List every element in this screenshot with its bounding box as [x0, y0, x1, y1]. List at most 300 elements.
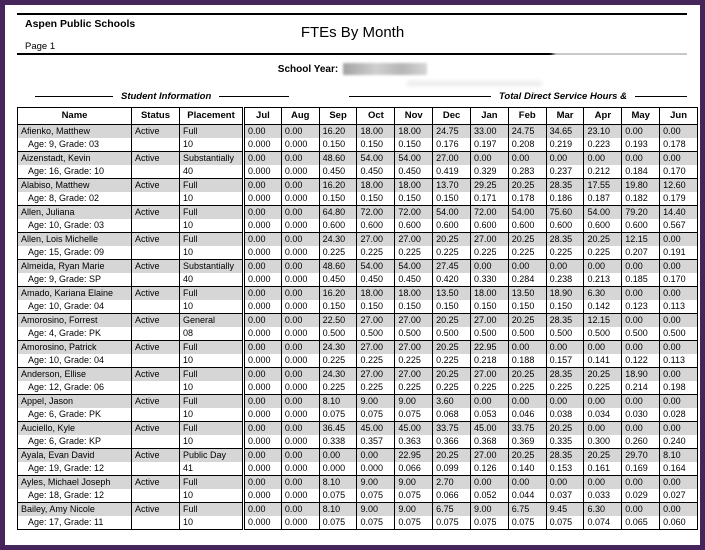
table-header-row: [18, 108, 698, 125]
month-value-cell: [546, 503, 584, 530]
student-placement-cell: [180, 314, 244, 341]
month-value-cell: [470, 449, 508, 476]
student-placement-cell-line2: 41: [180, 462, 242, 475]
month-value-cell: [395, 503, 433, 530]
month-value-cell-line2: 0.178: [660, 138, 697, 151]
month-value-cell-line1: 9.00: [395, 395, 432, 408]
month-value-cell: [584, 476, 622, 503]
month-value-cell-line1: 0.00: [547, 260, 584, 273]
month-value-cell: [319, 314, 357, 341]
month-value-cell-line1: 54.00: [509, 206, 546, 219]
student-status-cell: [132, 125, 180, 152]
month-value-cell-line1: 0.00: [282, 206, 319, 219]
month-value-cell: [281, 287, 319, 314]
student-placement-cell-line1: Full: [180, 206, 242, 219]
month-value-cell: [508, 476, 546, 503]
student-placement-cell: [180, 233, 244, 260]
month-value-cell-line1: 0.00: [660, 395, 697, 408]
section-hours-label: Total Direct Service Hours &: [498, 91, 627, 102]
column-header-jun: Jun: [660, 108, 698, 125]
report-page: [5, 5, 700, 545]
student-status-cell: [132, 233, 180, 260]
student-status-cell-line1: Active: [132, 260, 179, 273]
month-value-cell: [244, 233, 282, 260]
month-value-cell-line2: 0.212: [584, 165, 621, 178]
month-value-cell: [281, 206, 319, 233]
month-value-cell-line1: 12.60: [660, 179, 697, 192]
month-value-cell-line1: 9.00: [357, 476, 394, 489]
student-status-cell-line2: [132, 462, 179, 475]
month-value-cell-line2: 0.225: [357, 354, 394, 367]
month-value-cell-line1: 18.90: [622, 368, 659, 381]
month-value-cell-line2: 0.213: [584, 273, 621, 286]
month-value-cell-line1: 22.50: [320, 314, 357, 327]
month-value-cell-line2: 0.000: [282, 165, 319, 178]
month-value-cell: [395, 260, 433, 287]
student-name-cell: [18, 476, 132, 503]
month-value-cell-line1: 27.00: [395, 341, 432, 354]
month-value-cell-line2: 0.450: [320, 273, 357, 286]
month-value-cell-line1: 54.00: [584, 206, 621, 219]
month-value-cell-line2: 0.000: [245, 435, 281, 448]
month-value-cell: [584, 206, 622, 233]
month-value-cell: [319, 341, 357, 368]
month-value-cell-line1: 0.00: [547, 395, 584, 408]
month-value-cell: [395, 368, 433, 395]
month-value-cell-line1: 0.00: [622, 260, 659, 273]
month-value-cell-line1: 6.30: [584, 503, 621, 516]
month-value-cell-line2: 0.450: [395, 273, 432, 286]
month-value-cell-line1: 27.00: [357, 314, 394, 327]
month-value-cell-line2: 0.450: [320, 165, 357, 178]
month-value-cell-line2: 0.600: [509, 219, 546, 232]
month-value-cell: [622, 449, 660, 476]
month-value-cell: [281, 233, 319, 260]
month-value-cell-line1: 0.00: [660, 341, 697, 354]
month-value-cell-line2: 0.225: [584, 246, 621, 259]
month-value-cell: [433, 395, 471, 422]
month-value-cell-line1: 13.50: [433, 287, 470, 300]
month-value-cell-line1: 0.00: [660, 476, 697, 489]
month-value-cell-line2: 0.368: [471, 435, 508, 448]
month-value-cell-line1: 0.00: [245, 260, 281, 273]
month-value-cell: [660, 179, 698, 206]
month-value-cell: [508, 449, 546, 476]
month-value-cell: [281, 341, 319, 368]
month-value-cell-line1: 0.00: [622, 395, 659, 408]
month-value-cell-line1: 45.00: [471, 422, 508, 435]
month-value-cell: [357, 233, 395, 260]
month-value-cell: [357, 206, 395, 233]
month-value-cell-line1: 0.00: [282, 179, 319, 192]
school-year-label: School Year:: [277, 63, 339, 75]
month-value-cell-line1: 0.00: [245, 287, 281, 300]
month-value-cell: [433, 125, 471, 152]
month-value-cell-line2: 0.142: [584, 300, 621, 313]
month-value-cell-line1: 9.00: [395, 503, 432, 516]
student-name-cell-line2: Age: 6, Grade: PK: [18, 408, 131, 421]
month-value-cell: [546, 206, 584, 233]
month-value-cell: [395, 341, 433, 368]
column-header-dec: Dec: [433, 108, 471, 125]
month-value-cell-line1: 20.25: [509, 179, 546, 192]
student-status-cell-line1: Active: [132, 233, 179, 246]
month-value-cell-line2: 0.000: [245, 408, 281, 421]
student-status-cell-line1: Active: [132, 476, 179, 489]
month-value-cell-line2: 0.188: [509, 354, 546, 367]
month-value-cell: [470, 287, 508, 314]
month-value-cell: [508, 206, 546, 233]
column-header-placement: Placement: [180, 108, 244, 125]
student-name-cell-line1: Allen, Juliana: [18, 206, 131, 219]
month-value-cell: [395, 152, 433, 179]
month-value-cell: [433, 476, 471, 503]
month-value-cell-line2: 0.000: [245, 273, 281, 286]
student-status-cell: [132, 449, 180, 476]
month-value-cell: [546, 449, 584, 476]
month-value-cell-line2: 0.150: [320, 138, 357, 151]
month-value-cell-line1: 18.00: [357, 287, 394, 300]
month-value-cell-line1: 27.00: [395, 368, 432, 381]
month-value-cell-line2: 0.141: [584, 354, 621, 367]
month-value-cell-line2: 0.038: [547, 408, 584, 421]
month-value-cell-line1: 28.35: [547, 368, 584, 381]
month-value-cell-line1: 0.00: [660, 368, 697, 381]
student-name-cell-line2: Age: 9, Grade: SP: [18, 273, 131, 286]
month-value-cell-line1: 18.00: [357, 125, 394, 138]
month-value-cell: [244, 503, 282, 530]
month-value-cell-line1: 54.00: [357, 152, 394, 165]
month-value-cell: [395, 476, 433, 503]
month-value-cell-line1: 0.00: [622, 476, 659, 489]
student-status-cell-line1: Active: [132, 368, 179, 381]
month-value-cell-line2: 0.225: [395, 381, 432, 394]
month-value-cell-line1: 72.00: [471, 206, 508, 219]
month-value-cell: [357, 152, 395, 179]
month-value-cell-line1: 72.00: [395, 206, 432, 219]
month-value-cell-line1: 9.00: [357, 395, 394, 408]
student-name-cell-line1: Allen, Lois Michelle: [18, 233, 131, 246]
month-value-cell-line1: 0.00: [622, 314, 659, 327]
month-value-cell: [546, 314, 584, 341]
column-header-sep: Sep: [319, 108, 357, 125]
month-value-cell-line2: 0.260: [622, 435, 659, 448]
month-value-cell: [622, 206, 660, 233]
month-value-cell-line2: 0.225: [395, 246, 432, 259]
student-placement-cell-line2: 10: [180, 435, 242, 448]
month-value-cell: [433, 422, 471, 449]
student-status-cell-line1: Active: [132, 422, 179, 435]
student-placement-cell-line2: 10: [180, 408, 242, 421]
month-value-cell: [244, 287, 282, 314]
month-value-cell: [622, 287, 660, 314]
month-value-cell: [470, 125, 508, 152]
column-header-jan: Jan: [470, 108, 508, 125]
month-value-cell: [660, 503, 698, 530]
month-value-cell-line1: 0.00: [660, 125, 697, 138]
student-status-cell: [132, 476, 180, 503]
student-placement-cell-line2: 10: [180, 192, 242, 205]
month-value-cell-line2: 0.369: [509, 435, 546, 448]
month-value-cell-line1: 0.00: [660, 503, 697, 516]
student-row: [18, 179, 698, 206]
month-value-cell-line1: 0.00: [357, 449, 394, 462]
section-line: [219, 96, 289, 97]
month-value-cell-line2: 0.000: [245, 300, 281, 313]
month-value-cell-line2: 0.074: [584, 516, 621, 529]
month-value-cell-line2: 0.600: [547, 219, 584, 232]
month-value-cell-line1: 24.30: [320, 233, 357, 246]
student-placement-cell: [180, 125, 244, 152]
month-value-cell-line2: 0.000: [320, 462, 357, 475]
month-value-cell-line2: 0.000: [245, 246, 281, 259]
month-value-cell: [660, 206, 698, 233]
month-value-cell-line2: 0.225: [509, 381, 546, 394]
month-value-cell-line2: 0.075: [395, 408, 432, 421]
month-value-cell: [470, 260, 508, 287]
month-value-cell-line1: 12.15: [622, 233, 659, 246]
student-name-cell-line1: Appel, Jason: [18, 395, 131, 408]
column-header-feb: Feb: [508, 108, 546, 125]
month-value-cell: [584, 395, 622, 422]
student-name-cell-line2: Age: 19, Grade: 12: [18, 462, 131, 475]
month-value-cell-line2: 0.170: [660, 165, 697, 178]
student-name-cell: [18, 341, 132, 368]
month-value-cell-line2: 0.600: [622, 219, 659, 232]
month-value-cell-line1: 0.00: [509, 341, 546, 354]
month-value-cell-line2: 0.150: [395, 300, 432, 313]
month-value-cell-line2: 0.240: [660, 435, 697, 448]
month-value-cell-line2: 0.284: [509, 273, 546, 286]
school-year-row: [5, 63, 700, 75]
month-value-cell-line2: 0.157: [547, 354, 584, 367]
month-value-cell-line2: 0.225: [547, 246, 584, 259]
month-value-cell: [395, 206, 433, 233]
student-placement-cell-line1: Substantially: [180, 152, 242, 165]
month-value-cell-line2: 0.170: [660, 273, 697, 286]
month-value-cell-line1: 0.00: [622, 287, 659, 300]
column-header-nov: Nov: [395, 108, 433, 125]
student-placement-cell: [180, 476, 244, 503]
month-value-cell: [584, 341, 622, 368]
student-row: [18, 152, 698, 179]
month-value-cell: [584, 422, 622, 449]
month-value-cell-line1: 12.15: [584, 314, 621, 327]
student-status-cell-line1: Active: [132, 179, 179, 192]
student-status-cell-line2: [132, 273, 179, 286]
student-status-cell-line1: Active: [132, 287, 179, 300]
month-value-cell-line1: 33.00: [471, 125, 508, 138]
month-value-cell-line1: 20.25: [433, 341, 470, 354]
month-value-cell-line1: 28.35: [547, 233, 584, 246]
month-value-cell-line2: 0.000: [282, 381, 319, 394]
month-value-cell-line2: 0.075: [357, 408, 394, 421]
month-value-cell: [281, 395, 319, 422]
month-value-cell-line2: 0.065: [622, 516, 659, 529]
month-value-cell-line2: 0.000: [282, 138, 319, 151]
month-value-cell: [660, 233, 698, 260]
month-value-cell-line2: 0.027: [660, 489, 697, 502]
month-value-cell: [470, 476, 508, 503]
month-value-cell: [319, 476, 357, 503]
month-value-cell-line1: 0.00: [282, 260, 319, 273]
month-value-cell: [470, 314, 508, 341]
student-status-cell: [132, 287, 180, 314]
month-value-cell-line2: 0.150: [357, 300, 394, 313]
column-header-status: Status: [132, 108, 180, 125]
month-value-cell: [244, 341, 282, 368]
month-value-cell: [660, 341, 698, 368]
month-value-cell-line1: 0.00: [245, 341, 281, 354]
month-value-cell-line1: 0.00: [245, 368, 281, 381]
month-value-cell-line2: 0.075: [509, 516, 546, 529]
student-placement-cell-line2: 10: [180, 300, 242, 313]
month-value-cell-line2: 0.191: [660, 246, 697, 259]
student-name-cell-line2: Age: 10, Grade: 04: [18, 354, 131, 367]
month-value-cell: [508, 233, 546, 260]
month-value-cell: [357, 503, 395, 530]
month-value-cell: [622, 503, 660, 530]
section-total-direct-service: [335, 90, 687, 103]
month-value-cell: [281, 503, 319, 530]
month-value-cell-line1: 0.00: [509, 395, 546, 408]
month-value-cell-line1: 18.00: [395, 287, 432, 300]
month-value-cell: [660, 260, 698, 287]
student-placement-cell: [180, 287, 244, 314]
month-value-cell-line2: 0.000: [245, 381, 281, 394]
student-status-cell-line1: Active: [132, 449, 179, 462]
month-value-cell-line2: 0.419: [433, 165, 470, 178]
month-value-cell-line2: 0.126: [471, 462, 508, 475]
month-value-cell-line2: 0.037: [547, 489, 584, 502]
month-value-cell-line1: 29.25: [471, 179, 508, 192]
month-value-cell-line1: 0.00: [282, 314, 319, 327]
month-value-cell-line1: 6.30: [584, 287, 621, 300]
student-status-cell: [132, 395, 180, 422]
month-value-cell-line2: 0.075: [395, 516, 432, 529]
month-value-cell: [622, 422, 660, 449]
month-value-cell-line2: 0.600: [584, 219, 621, 232]
month-value-cell-line2: 0.122: [622, 354, 659, 367]
month-value-cell-line2: 0.225: [433, 246, 470, 259]
month-value-cell-line2: 0.000: [245, 165, 281, 178]
column-header-name: Name: [18, 108, 132, 125]
month-value-cell-line1: 20.25: [547, 422, 584, 435]
student-row: [18, 233, 698, 260]
month-value-cell-line2: 0.225: [357, 246, 394, 259]
month-value-cell: [395, 449, 433, 476]
month-value-cell-line1: 36.45: [320, 422, 357, 435]
month-value-cell: [357, 260, 395, 287]
student-status-cell: [132, 179, 180, 206]
student-status-cell: [132, 260, 180, 287]
student-name-cell-line1: Ayles, Michael Joseph: [18, 476, 131, 489]
month-value-cell-line1: 3.60: [433, 395, 470, 408]
month-value-cell-line1: 13.50: [509, 287, 546, 300]
month-value-cell-line2: 0.225: [320, 354, 357, 367]
month-value-cell-line1: 0.00: [547, 476, 584, 489]
month-value-cell: [244, 476, 282, 503]
month-value-cell: [281, 449, 319, 476]
month-value-cell: [660, 449, 698, 476]
month-value-cell-line1: 75.60: [547, 206, 584, 219]
month-value-cell: [508, 287, 546, 314]
month-value-cell: [660, 395, 698, 422]
month-value-cell-line1: 79.20: [622, 206, 659, 219]
month-value-cell: [660, 287, 698, 314]
student-name-cell-line1: Amorosino, Patrick: [18, 341, 131, 354]
student-placement-cell-line1: Full: [180, 422, 242, 435]
month-value-cell-line2: 0.283: [509, 165, 546, 178]
student-name-cell-line1: Bailey, Amy Nicole: [18, 503, 131, 516]
month-value-cell: [319, 179, 357, 206]
student-status-cell-line1: Active: [132, 314, 179, 327]
month-value-cell-line1: 23.10: [584, 125, 621, 138]
section-student-label: Student Information: [121, 91, 212, 102]
month-value-cell: [319, 287, 357, 314]
student-placement-cell: [180, 503, 244, 530]
student-name-cell: [18, 395, 132, 422]
month-value-cell: [546, 395, 584, 422]
month-value-cell-line1: 0.00: [282, 233, 319, 246]
month-value-cell-line1: 33.75: [433, 422, 470, 435]
month-value-cell-line1: 0.00: [282, 422, 319, 435]
month-value-cell-line2: 0.225: [584, 381, 621, 394]
section-band: [17, 90, 687, 103]
month-value-cell-line2: 0.214: [622, 381, 659, 394]
student-row: [18, 395, 698, 422]
month-value-cell-line1: 20.25: [433, 233, 470, 246]
month-value-cell: [433, 206, 471, 233]
redacted-smudge: [407, 81, 542, 86]
month-value-cell-line1: 54.00: [395, 260, 432, 273]
month-value-cell-line1: 0.00: [584, 152, 621, 165]
student-row: [18, 341, 698, 368]
month-value-cell-line1: 0.00: [245, 233, 281, 246]
month-value-cell: [546, 287, 584, 314]
student-placement-cell: [180, 179, 244, 206]
month-value-cell-line1: 9.45: [547, 503, 584, 516]
student-placement-cell-line1: Full: [180, 503, 242, 516]
student-placement-cell: [180, 206, 244, 233]
student-name-cell-line2: Age: 10, Grade: 03: [18, 219, 131, 232]
month-value-cell-line1: 20.25: [509, 368, 546, 381]
month-value-cell-line2: 0.208: [509, 138, 546, 151]
month-value-cell-line2: 0.000: [282, 246, 319, 259]
student-placement-cell-line1: Public Day: [180, 449, 242, 462]
month-value-cell-line2: 0.033: [584, 489, 621, 502]
month-value-cell-line1: 0.00: [660, 314, 697, 327]
month-value-cell: [584, 152, 622, 179]
student-name-cell-line2: Age: 9, Grade: 03: [18, 138, 131, 151]
student-placement-cell-line2: 40: [180, 273, 242, 286]
student-name-cell: [18, 503, 132, 530]
month-value-cell-line1: 0.00: [509, 476, 546, 489]
month-value-cell: [395, 422, 433, 449]
month-value-cell-line1: 0.00: [622, 422, 659, 435]
student-status-cell-line2: [132, 327, 179, 340]
top-rule: [17, 13, 687, 15]
month-value-cell: [395, 395, 433, 422]
month-value-cell-line1: 34.65: [547, 125, 584, 138]
month-value-cell: [433, 449, 471, 476]
month-value-cell: [244, 449, 282, 476]
month-value-cell: [508, 179, 546, 206]
month-value-cell-line2: 0.225: [320, 246, 357, 259]
month-value-cell-line1: 0.00: [660, 233, 697, 246]
month-value-cell: [546, 125, 584, 152]
month-value-cell-line1: 9.00: [395, 476, 432, 489]
